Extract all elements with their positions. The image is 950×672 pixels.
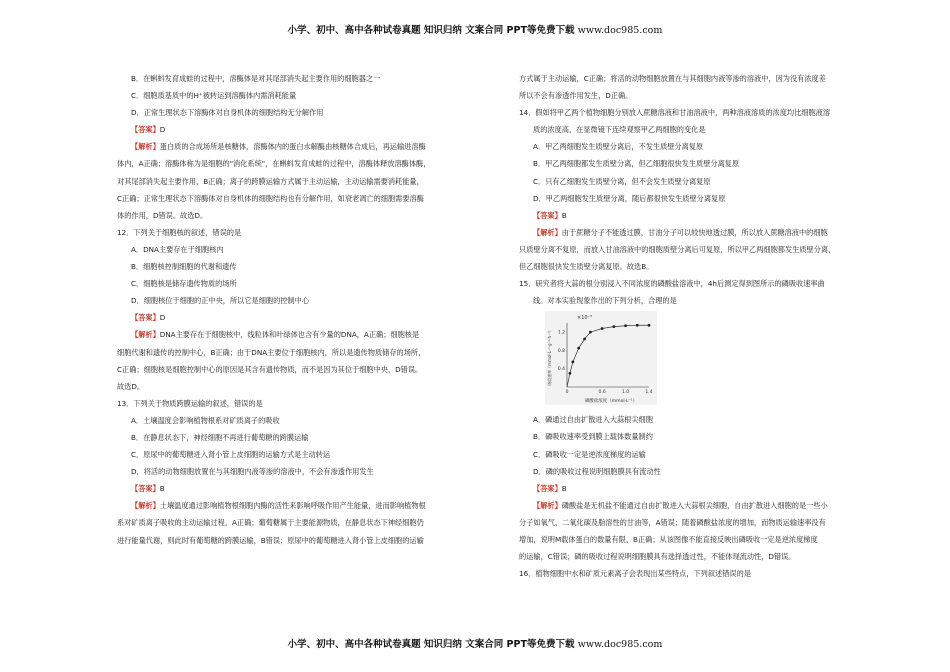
q15-option: D．磷的吸收过程说明细胞膜具有流动性 — [533, 466, 661, 476]
q12-explanation-line: 故选D。 — [117, 381, 145, 391]
answer-value: B — [159, 484, 165, 494]
answer-value: B — [561, 210, 567, 220]
q15-explanation-line: 分子如氧气、二氧化碳及脂溶性的甘油等，A错误；随着磷酸盐浓度的增加，而物质运输速率没有 — [519, 517, 826, 527]
chart-data-point — [589, 331, 592, 334]
chart-data-point — [577, 347, 580, 350]
chart-x-tick-label: 1.0 — [621, 390, 630, 396]
q14-stem: 质的浓度高，在显微镜下连续观察甲乙两细胞的变化是 — [533, 125, 706, 135]
q15-option: C．磷吸收一定是逆浓度梯度的运输 — [533, 449, 646, 459]
answer-value: D — [159, 125, 166, 135]
chart-data-point — [583, 338, 586, 341]
q15-stem: 15．研究者将大蒜的根分别浸入不同浓度的磷酸盐溶液中，4h后测定得到图所示的磷吸收速率曲 — [519, 279, 825, 289]
q15-explanation-line: 的运输，C错误；磷的吸收过程说明细胞膜具有选择透过性，不能体现流动性，D错误。 — [519, 552, 796, 562]
q15-answer — [519, 480, 859, 497]
explanation-tag: 【解析】 — [533, 227, 562, 237]
q12-explanation-line: C正确；细胞核是细胞控制中心的原因是其含有遗传物质，而不是因为其位于细胞中央，D错误。 — [117, 364, 423, 374]
q13-explanation-line: 进行能量代谢，则此时有葡萄糖的跨膜运输，B错误；原尿中的葡萄糖进入肾小管上皮细胞的运输 — [117, 535, 424, 545]
q14-explanation-line: 但乙细胞很快发生质壁分离复原。故选B。 — [519, 262, 654, 272]
left-column — [117, 70, 457, 549]
q11-explanation-line: 体内，A正确；溶酶体称为是细胞的"消化系统"，在蝌蚪发育成蛙的过程中，溶酶体释放溶酶体酶， — [117, 159, 431, 169]
chart-data-point — [636, 324, 639, 327]
chart-y-tick-label: 0.8 — [557, 349, 565, 355]
q15-explanation-line: 增加，说明M载体蛋白的数量有限，B正确；从该图像不能直接反映出磷吸收一定是逆浓度梯度 — [519, 534, 818, 544]
q14-option: D．甲乙两细胞发生质壁分离，随后都很快发生质壁分离复原 — [533, 193, 726, 203]
chart-scale-label: ×10⁻⁵ — [577, 315, 593, 322]
page-header — [0, 22, 950, 36]
q15-option: A．磷通过自由扩散进入大蒜根尖细胞 — [533, 415, 653, 425]
chart-data-point — [569, 372, 572, 375]
q14-stem: 14．假如将甲乙两个植物细胞分别放入蔗糖溶液和甘油溶液中，两种溶液溶质的浓度均比细胞液溶 — [519, 108, 831, 118]
q12-option: C．细胞核是储存遗传物质的场所 — [131, 279, 237, 289]
q13-option: D．将活的动物细胞放置在与其细胞内液等渗的溶液中，不会有渗透作用发生 — [131, 467, 374, 477]
answer-value: D — [159, 313, 166, 323]
header-url: www.doc985.com — [577, 25, 663, 36]
chart-data-point — [601, 327, 604, 330]
q11-option-b: B．在蝌蚪发育成蛙的过程中，溶酶体是对其尾部消失起主要作用的细胞器之一 — [131, 74, 381, 83]
answer-tag: 【答案】 — [533, 210, 562, 220]
explanation-text: 蛋白质的合成场所是核糖体，溶酶体内的蛋白水解酶由核糖体合成后，再运输进溶酶 — [159, 142, 426, 152]
answer-tag: 【答案】 — [131, 125, 160, 135]
q14-option: C．只有乙细胞发生质壁分离，但不会发生质壁分离复原 — [533, 176, 711, 186]
chart-data-point — [624, 325, 627, 328]
explanation-text: 由于蔗糖分子不能透过膜，甘油分子可以较快地透过膜，所以放入蔗糖溶液中的细胞 — [561, 227, 828, 237]
chart-canvas — [545, 311, 657, 405]
q11-explanation-line: 对其尾部消失起主要作用，B正确；离子的跨膜运输方式属于主动运输，主动运输需要消耗能量， — [117, 176, 424, 186]
q13-option: A．土壤温度会影响植物根系对矿质离子的吸收 — [131, 415, 280, 425]
q11-answer — [117, 121, 457, 138]
q13-explanation-line: 系对矿质离子吸收的主动运输过程，A正确；葡萄糖属于主要能源物质，在静息状态下神经细胞仍 — [117, 518, 424, 528]
q13-option: B．在静息状态下，神经细胞不再进行葡萄糖的跨膜运输 — [131, 432, 309, 442]
q16-stem: 16．植物细胞中水和矿质元素离子会表现出某些特点，下列叙述错误的是 — [519, 569, 751, 579]
q12-answer — [117, 309, 457, 326]
q14-option: A．甲乙两细胞发生质壁分离后，不发生质壁分离复原 — [533, 142, 704, 152]
phosphate-uptake-chart — [545, 311, 657, 405]
answer-value: B — [561, 483, 567, 493]
footer-url: www.doc985.com — [577, 639, 663, 650]
header-title: 小学、初中、高中各种试卷真题 知识归纳 文案合同 PPT等免费下载 — [287, 25, 575, 36]
chart-y-tick-label: 1.2 — [557, 330, 565, 336]
answer-tag: 【答案】 — [533, 483, 562, 493]
q15-option: B．磷吸收速率受到膜上载体数量制约 — [533, 432, 653, 442]
q13-answer — [117, 480, 457, 497]
right-column — [519, 70, 859, 582]
explanation-tag: 【解析】 — [131, 330, 160, 340]
answer-tag: 【答案】 — [131, 313, 160, 323]
q12-option: A．DNA主要存在于细胞核内 — [131, 244, 224, 254]
answer-tag: 【答案】 — [131, 484, 160, 494]
chart-data-point — [648, 324, 651, 327]
q12-option: B．细胞核控制细胞的代谢和遗传 — [131, 262, 237, 272]
q13-explanation-line: 所以不会有渗透作用发生，D正确。 — [519, 91, 633, 101]
footer-title: 小学、初中、高中各种试卷真题 知识归纳 文案合同 PPT等免费下载 — [287, 639, 575, 650]
q14-option: B．甲乙两细胞都发生质壁分离，但乙细胞很快发生质壁分离复原 — [533, 159, 740, 169]
explanation-tag: 【解析】 — [131, 501, 160, 511]
chart-x-tick-label: 1.4 — [645, 390, 653, 396]
q11-explanation-line — [117, 138, 457, 155]
q11-explanation-line: C正确；正常生理状态下溶酶体对自身机体的细胞结构也有分解作用，如衰老凋亡的细胞需要溶酶 — [117, 193, 424, 203]
q12-explanation-line: 细胞代谢和遗传的控制中心，B正确；由于DNA主要位于细胞核内，所以是遗传物质储存的场所， — [117, 347, 426, 357]
chart-y-axis-label: 吸收速率（mmol·L⁻¹·g⁻¹·h⁻¹） — [547, 328, 552, 387]
chart-x-tick-label: 0 — [565, 390, 569, 396]
q13-stem: 13．下列关于物质跨膜运输的叙述，错误的是 — [117, 398, 263, 408]
q13-explanation-line: 方式属于主动运输，C正确；将活的动物细胞放置在与其细胞内液等渗的溶液中，因为没有浓度差 — [519, 74, 826, 83]
page-footer — [0, 636, 950, 650]
chart-data-point — [612, 326, 615, 329]
q14-answer — [519, 207, 859, 224]
q12-stem: 12．下列关于细胞核的叙述，错误的是 — [117, 227, 242, 237]
q13-explanation-line — [117, 497, 457, 514]
q14-explanation-line — [519, 224, 859, 241]
q15-explanation-line — [519, 497, 859, 514]
q12-option: D．细胞核位于细胞的正中央，所以它是细胞的控制中心 — [131, 296, 310, 306]
q11-option-d: D．正常生理状态下溶酶体对自身机体的细胞结构无分解作用 — [131, 108, 324, 118]
explanation-tag: 【解析】 — [131, 142, 160, 152]
q13-option: C．原尿中的葡萄糖进入肾小管上皮细胞的运输方式是主动转运 — [131, 450, 331, 460]
chart-x-axis-label: 磷酸盐浓度（mmol·L⁻¹） — [584, 399, 638, 405]
explanation-text: 土壤温度通过影响植物根细胞内酶的活性来影响呼吸作用产生能量，进而影响植物根 — [159, 501, 426, 511]
q12-explanation-line — [117, 326, 457, 343]
q11-explanation-line: 体的作用，D错误。故选D。 — [117, 210, 208, 220]
chart-fit-curve — [567, 326, 649, 388]
chart-x-tick-label: 0.6 — [598, 390, 606, 396]
q14-explanation-line: 只质壁分离不复原，而放入甘油溶液中的细胞质壁分离后可复原，所以甲乙两细胞都发生质壁分离， — [519, 244, 836, 254]
chart-data-point — [571, 361, 574, 364]
explanation-tag: 【解析】 — [533, 500, 562, 510]
q11-option-c: C．细胞质基质中的H⁺被转运到溶酶体内需消耗能量 — [131, 91, 297, 101]
chart-y-tick-label: 0.4 — [557, 367, 565, 373]
explanation-text: 磷酸盐是无机盐不能通过自由扩散进入大蒜根尖细胞，自由扩散进入细胞的是一些小 — [561, 500, 828, 510]
explanation-text: DNA主要存在于细胞核中，线粒体和叶绿体也含有少量的DNA，A正确；细胞核是 — [159, 330, 420, 340]
q15-stem: 线。对本实验现象作出的下列分析，合理的是 — [533, 296, 677, 306]
